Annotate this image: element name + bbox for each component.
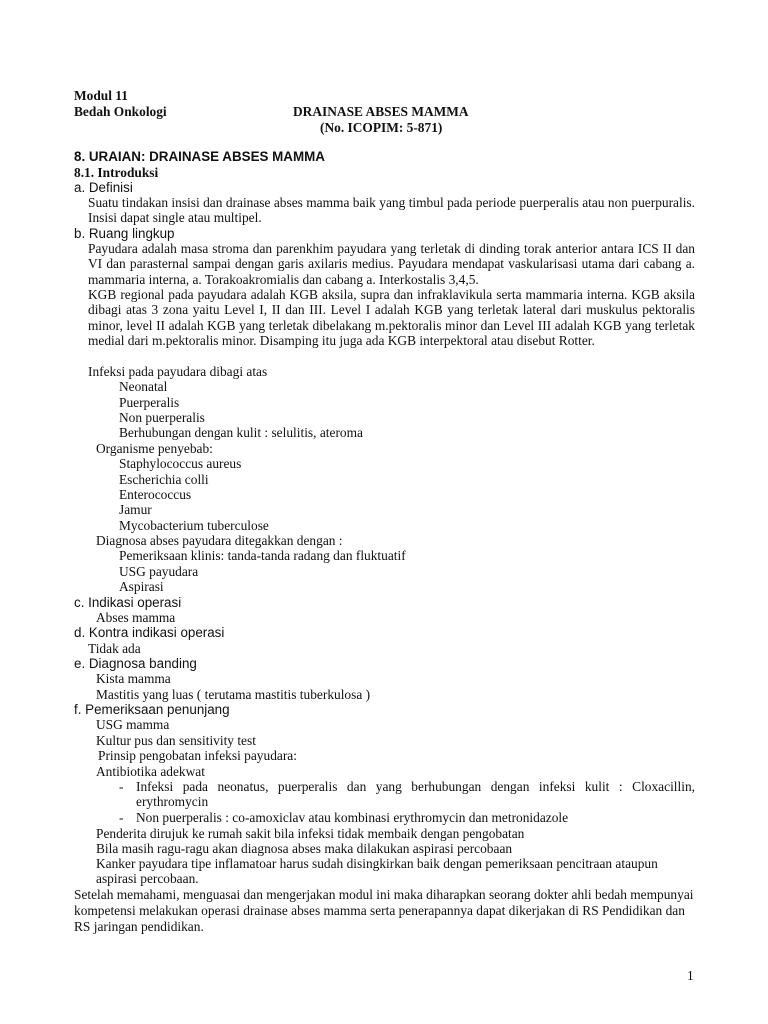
diagnosa-label: Diagnosa abses payudara ditegakkan dengan : (96, 533, 343, 548)
item-e-label: e. Diagnosa banding (74, 656, 197, 671)
module-number: Modul 11 (74, 88, 128, 103)
dash-bullet: - (119, 779, 124, 794)
ruang-lingkup-paragraph-1: Payudara adalah masa stroma dan parenkhim payudara yang terletak di dinding torak anterior antara ICS II dan VI dan parasternal sampai dengan garis axilaris medius. Payudara mendapat vaskularisasi utama dari cabang a. mammaria interna, a. Torakoakromialis dan cabang a. Interkostalis 3,4,5. (88, 241, 695, 287)
department: Bedah Onkologi (74, 104, 167, 119)
item-a-label: a. Definisi (74, 180, 133, 195)
list-item: Abses mamma (96, 610, 176, 625)
list-item: Puerperalis (119, 395, 180, 410)
antibiotic-regimen-2: Non puerperalis : co-amoxiclav atau kombinasi erythromycin dan metronidazole (136, 810, 569, 825)
list-item: Neonatal (119, 379, 168, 394)
note-line: Penderita dirujuk ke rumah sakit bila infeksi tidak membaik dengan pengobatan (96, 826, 525, 841)
list-item: Mastitis yang luas ( terutama mastitis tuberkulosa ) (96, 687, 371, 702)
list-item: Mycobacterium tuberculose (119, 518, 269, 533)
closing-paragraph: Setelah memahami, menguasai dan mengerjakan modul ini maka diharapkan seorang dokter ahli bedah mempunyai kompetensi melakukan operasi drainase abses mamma serta penerapannya dapat dikerjakan di RS Pendidikan dan RS jaringan pendidikan. (74, 887, 694, 934)
definisi-text: Suatu tindakan insisi dan drainase abses mamma baik yang timbul pada periode puerperalis atau non puerpuralis. Insisi dapat single atau multipel. (88, 195, 695, 226)
page-number: 1 (687, 968, 694, 983)
dash-bullet: - (119, 810, 124, 825)
list-item: Jamur (119, 502, 152, 517)
document-title: DRAINASE ABSES MAMMA (293, 104, 469, 119)
infeksi-label: Infeksi pada payudara dibagi atas (88, 364, 268, 379)
list-item: Escherichia colli (119, 472, 209, 487)
ruang-lingkup-paragraph-2: KGB regional pada payudara adalah KGB aksila, supra dan infraklavikula serta mammaria interna. KGB aksila dibagi atas 3 zona yaitu Level I, II dan III. Level I adalah KGB yang terletak lateral dari muskulus pektoralis minor, level II adalah KGB yang terletak dibelakang m.pektoralis minor dan Level III adalah KGB yang terletak medial dari m.pektoralis minor. Disamping itu juga ada KGB interpektoral atau disebut Rotter. (88, 287, 695, 349)
item-b-label: b. Ruang lingkup (74, 226, 175, 241)
organisme-label: Organisme penyebab: (96, 441, 213, 456)
subsection-heading: 8.1. Introduksi (74, 165, 159, 180)
list-item: USG mamma (96, 717, 170, 732)
antibiotika-label: Antibiotika adekwat (96, 764, 205, 779)
item-d-label: d. Kontra indikasi operasi (74, 625, 225, 640)
antibiotic-regimen-1: Infeksi pada neonatus, puerperalis dan yang berhubungan dengan infeksi kulit : Cloxacillin, erythromycin (136, 779, 695, 810)
list-item: USG payudara (119, 564, 199, 579)
list-item: Aspirasi (119, 579, 164, 594)
item-c-label: c. Indikasi operasi (74, 595, 182, 610)
note-paragraph: Kanker payudara tipe inflamatoar harus sudah disingkirkan baik dengan pemeriksaan pencitraan ataupun aspirasi percobaan. (96, 856, 658, 887)
section-heading: 8. URAIAN: DRAINASE ABSES MAMMA (74, 149, 325, 164)
list-item: Tidak ada (88, 641, 141, 656)
list-item: Kista mamma (96, 671, 171, 686)
note-line: Bila masih ragu-ragu akan diagnosa abses maka dilakukan aspirasi percobaan (96, 841, 513, 856)
item-f-label: f. Pemeriksaan penunjang (74, 702, 230, 717)
list-item: Non puerperalis (119, 410, 205, 425)
prinsip-label: Prinsip pengobatan infeksi payudara: (98, 748, 297, 763)
list-item: Staphylococcus aureus (119, 456, 242, 471)
list-item: Pemeriksaan klinis: tanda-tanda radang dan fluktuatif (119, 548, 406, 563)
list-item: Berhubungan dengan kulit : selulitis, ateroma (119, 425, 363, 440)
list-item: Enterococcus (119, 487, 192, 502)
list-item: Kultur pus dan sensitivity test (96, 733, 256, 748)
icopim-code: (No. ICOPIM: 5-871) (320, 120, 443, 135)
